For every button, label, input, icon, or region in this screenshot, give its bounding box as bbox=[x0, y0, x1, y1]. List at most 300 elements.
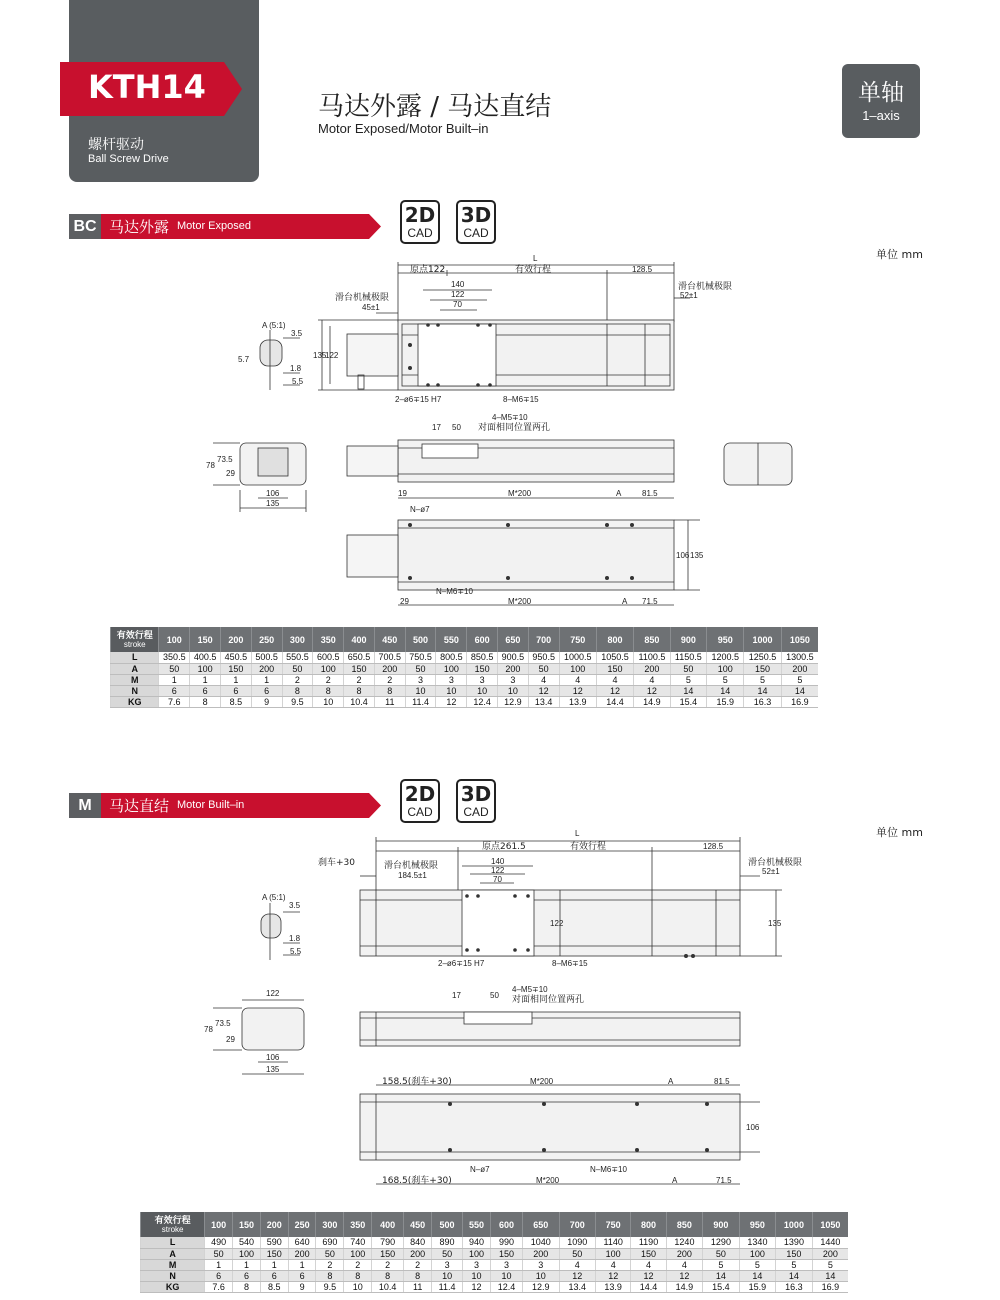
dim-5-7: 5.7 bbox=[238, 355, 250, 364]
table-cell: 12.9 bbox=[523, 1281, 560, 1292]
stroke-column-header: 800 bbox=[631, 1212, 666, 1237]
table-cell: 100 bbox=[344, 1248, 372, 1259]
unit-label: 单位 mm bbox=[876, 826, 923, 839]
dim-m200: M*200 bbox=[530, 1077, 554, 1086]
table-cell: 14.4 bbox=[631, 1281, 666, 1292]
cad-2d-label: 2D bbox=[404, 782, 436, 806]
table-cell: 6 bbox=[190, 685, 221, 696]
table-cell: 4 bbox=[666, 1259, 703, 1270]
table-cell: 5 bbox=[670, 674, 706, 685]
dim-1-8: 1.8 bbox=[289, 934, 301, 943]
table-cell: 14 bbox=[703, 1270, 740, 1281]
stroke-column-header: 400 bbox=[344, 627, 375, 652]
limit-right-value: 52±1 bbox=[680, 291, 698, 300]
table-cell: 150 bbox=[344, 663, 375, 674]
table-row bbox=[111, 652, 819, 663]
table-cell: 50 bbox=[282, 663, 313, 674]
cad-2d-button[interactable] bbox=[400, 200, 440, 244]
table-row bbox=[111, 696, 819, 707]
table-cell: 6 bbox=[233, 1270, 261, 1281]
table-cell: 16.9 bbox=[812, 1281, 848, 1292]
table-cell: 740 bbox=[344, 1237, 372, 1248]
table-cell: 5 bbox=[707, 674, 744, 685]
stroke-column-header: 350 bbox=[313, 627, 344, 652]
spec-table-motor-exposed bbox=[110, 627, 818, 708]
stroke-column-header: 300 bbox=[316, 1212, 344, 1237]
dim-71-5: 71.5 bbox=[642, 597, 658, 606]
table-cell: 14 bbox=[812, 1270, 848, 1281]
table-cell: 150 bbox=[372, 1248, 404, 1259]
table-cell: 5 bbox=[744, 674, 781, 685]
table-cell: 2 bbox=[313, 674, 344, 685]
table-cell: 200 bbox=[288, 1248, 316, 1259]
table-cell: 9 bbox=[251, 696, 282, 707]
table-cell: 50 bbox=[559, 1248, 596, 1259]
table-cell: 890 bbox=[432, 1237, 463, 1248]
table-cell: 2 bbox=[344, 674, 375, 685]
table-cell: 50 bbox=[528, 663, 559, 674]
table-cell: 11.4 bbox=[405, 696, 436, 707]
table-cell: 2 bbox=[372, 1259, 404, 1270]
table-cell: 4 bbox=[559, 1259, 596, 1270]
dim-50: 50 bbox=[490, 991, 499, 1000]
dim-135: 135 bbox=[266, 1065, 280, 1074]
table-cell: 5 bbox=[739, 1259, 776, 1270]
stroke-header-cn: 有效行程 bbox=[154, 1214, 191, 1225]
cad-label: CAD bbox=[407, 805, 433, 819]
table-row bbox=[141, 1248, 849, 1259]
dim-3-5: 3.5 bbox=[291, 329, 303, 338]
table-cell: 50 bbox=[432, 1248, 463, 1259]
table-cell: 14 bbox=[744, 685, 781, 696]
table-cell: 150 bbox=[220, 663, 251, 674]
table-cell: 8 bbox=[316, 1270, 344, 1281]
table-cell: 800.5 bbox=[436, 652, 467, 663]
row-header: A bbox=[141, 1248, 205, 1259]
table-body bbox=[111, 652, 819, 707]
table-cell: 13.9 bbox=[596, 1281, 631, 1292]
table-cell: 10 bbox=[490, 1270, 522, 1281]
table-cell: 50 bbox=[316, 1248, 344, 1259]
table-cell: 50 bbox=[670, 663, 706, 674]
row-header: M bbox=[111, 674, 159, 685]
limit-left-label: 滑台机械极限 bbox=[384, 861, 439, 871]
dim-158-5: 158.5(刹车+30) bbox=[382, 1077, 452, 1087]
dim-m200: M*200 bbox=[508, 489, 532, 498]
drive-type-cn: 螺杆驱动 bbox=[88, 137, 144, 153]
table-cell: 790 bbox=[372, 1237, 404, 1248]
table-cell: 8.5 bbox=[260, 1281, 288, 1292]
table-cell: 10 bbox=[432, 1270, 463, 1281]
dim-19: 19 bbox=[398, 489, 407, 498]
table-cell: 7.6 bbox=[159, 696, 190, 707]
dim-106-bottom: 106 bbox=[746, 1123, 760, 1132]
table-cell: 14.9 bbox=[666, 1281, 703, 1292]
table-cell: 150 bbox=[631, 1248, 666, 1259]
table-cell: 10 bbox=[463, 1270, 491, 1281]
table-cell: 150 bbox=[596, 663, 633, 674]
table-cell: 850.5 bbox=[467, 652, 498, 663]
tap-note: 8–M6∓15 bbox=[552, 959, 588, 968]
table-cell: 13.9 bbox=[559, 696, 596, 707]
row-header: N bbox=[141, 1270, 205, 1281]
table-cell: 4 bbox=[631, 1259, 666, 1270]
dim-168-5: 168.5(刹车+30) bbox=[382, 1176, 452, 1186]
row-header: L bbox=[141, 1237, 205, 1248]
stroke-column-header: 400 bbox=[372, 1212, 404, 1237]
table-cell: 400.5 bbox=[190, 652, 221, 663]
table-cell: 16.3 bbox=[744, 696, 781, 707]
table-cell: 10.4 bbox=[344, 696, 375, 707]
table-cell: 1300.5 bbox=[781, 652, 818, 663]
stroke-column-header: 1050 bbox=[812, 1212, 848, 1237]
table-cell: 12 bbox=[596, 685, 633, 696]
table-cell: 1 bbox=[288, 1259, 316, 1270]
page-title-cn: 马达外露 / 马达直结 bbox=[318, 92, 552, 122]
table-cell: 150 bbox=[744, 663, 781, 674]
table-cell: 1 bbox=[251, 674, 282, 685]
top-holes-note-cn: 对面相同位置两孔 bbox=[478, 423, 551, 433]
table-cell: 50 bbox=[159, 663, 190, 674]
table-cell: 1390 bbox=[776, 1237, 813, 1248]
cad-3d-label: 3D bbox=[460, 782, 492, 806]
table-cell: 150 bbox=[467, 663, 498, 674]
dim-3-5: 3.5 bbox=[289, 901, 301, 910]
dim-29-bottom: 29 bbox=[400, 597, 409, 606]
section-title-cn: 马达直结 bbox=[109, 797, 170, 815]
table-row bbox=[141, 1281, 849, 1292]
table-header-row bbox=[111, 627, 819, 652]
table-cell: 500.5 bbox=[251, 652, 282, 663]
stroke-column-header: 600 bbox=[490, 1212, 522, 1237]
table-cell: 950.5 bbox=[528, 652, 559, 663]
table-cell: 1250.5 bbox=[744, 652, 781, 663]
dim-stroke: 有效行程 bbox=[570, 842, 607, 852]
table-cell: 12 bbox=[666, 1270, 703, 1281]
table-cell: 200 bbox=[666, 1248, 703, 1259]
table-cell: 4 bbox=[596, 674, 633, 685]
table-cell: 11.4 bbox=[432, 1281, 463, 1292]
dim-origin: 原点261.5 bbox=[482, 842, 526, 852]
limit-right-value: 52±1 bbox=[762, 867, 780, 876]
table-cell: 12 bbox=[463, 1281, 491, 1292]
table-cell: 3 bbox=[523, 1259, 560, 1270]
table-cell: 100 bbox=[313, 663, 344, 674]
stroke-column-header: 150 bbox=[233, 1212, 261, 1237]
table-cell: 8 bbox=[374, 685, 405, 696]
table-cell: 11 bbox=[374, 696, 405, 707]
dim-122-end: 122 bbox=[266, 989, 280, 998]
stroke-column-header: 750 bbox=[559, 627, 596, 652]
stroke-header-en: stroke bbox=[123, 639, 146, 649]
table-cell: 6 bbox=[205, 1270, 233, 1281]
table-cell: 200 bbox=[781, 663, 818, 674]
table-cell: 550.5 bbox=[282, 652, 313, 663]
stroke-column-header: 950 bbox=[739, 1212, 776, 1237]
table-cell: 690 bbox=[316, 1237, 344, 1248]
table-row bbox=[141, 1237, 849, 1248]
dim-106: 106 bbox=[266, 489, 280, 498]
table-cell: 1 bbox=[159, 674, 190, 685]
table-cell: 5 bbox=[776, 1259, 813, 1270]
table-cell: 2 bbox=[374, 674, 405, 685]
table-cell: 12 bbox=[559, 1270, 596, 1281]
table-cell: 1 bbox=[205, 1259, 233, 1270]
table-cell: 600.5 bbox=[313, 652, 344, 663]
table-cell: 15.9 bbox=[707, 696, 744, 707]
dim-1-8: 1.8 bbox=[290, 364, 302, 373]
dim-m200-bottom: M*200 bbox=[536, 1176, 560, 1185]
dim-5-5: 5.5 bbox=[290, 947, 302, 956]
table-cell: 15.9 bbox=[739, 1281, 776, 1292]
table-cell: 1190 bbox=[631, 1237, 666, 1248]
table-cell: 4 bbox=[634, 674, 670, 685]
dim-m200-bottom: M*200 bbox=[508, 597, 532, 606]
hole-note-nm6: N–M6∓10 bbox=[590, 1165, 627, 1174]
stroke-column-header: 450 bbox=[374, 627, 405, 652]
stroke-column-header: 700 bbox=[528, 627, 559, 652]
table-cell: 650.5 bbox=[344, 652, 375, 663]
table-cell: 8 bbox=[404, 1270, 432, 1281]
stroke-column-header: 150 bbox=[190, 627, 221, 652]
table-cell: 1290 bbox=[703, 1237, 740, 1248]
drive-type-en: Ball Screw Drive bbox=[88, 153, 169, 165]
table-cell: 1140 bbox=[596, 1237, 631, 1248]
stroke-column-header: 750 bbox=[596, 1212, 631, 1237]
row-header: M bbox=[141, 1259, 205, 1270]
table-cell: 12 bbox=[634, 685, 670, 696]
limit-left-label: 滑台机械极限 bbox=[335, 293, 390, 303]
stroke-column-header: 500 bbox=[432, 1212, 463, 1237]
row-header: KG bbox=[141, 1281, 205, 1292]
cad-label: CAD bbox=[463, 805, 489, 819]
table-cell: 8.5 bbox=[220, 696, 251, 707]
dim-end: 128.5 bbox=[703, 842, 724, 851]
table-cell: 840 bbox=[404, 1237, 432, 1248]
hole-note-n7: N–ø7 bbox=[470, 1165, 490, 1174]
table-cell: 14.4 bbox=[596, 696, 633, 707]
cad-2d-button[interactable] bbox=[400, 779, 440, 823]
table-cell: 50 bbox=[405, 663, 436, 674]
table-cell: 10 bbox=[405, 685, 436, 696]
table-cell: 590 bbox=[260, 1237, 288, 1248]
table-cell: 10 bbox=[498, 685, 529, 696]
table-cell: 1 bbox=[220, 674, 251, 685]
drawing-motor-built-in bbox=[0, 828, 1000, 1200]
table-cell: 2 bbox=[344, 1259, 372, 1270]
table-cell: 350.5 bbox=[159, 652, 190, 663]
unit-label: 单位 mm bbox=[876, 248, 923, 261]
table-cell: 150 bbox=[490, 1248, 522, 1259]
table-row bbox=[111, 674, 819, 685]
dim-135: 135 bbox=[266, 499, 280, 508]
pin-note: 2–ø6∓15 H7 bbox=[438, 959, 485, 968]
stroke-column-header: 100 bbox=[205, 1212, 233, 1237]
stroke-column-header: 250 bbox=[288, 1212, 316, 1237]
table-cell: 8 bbox=[282, 685, 313, 696]
table-cell: 1150.5 bbox=[670, 652, 706, 663]
stroke-header bbox=[141, 1212, 205, 1237]
dim-L: L bbox=[575, 829, 580, 838]
dim-135-height: 135 bbox=[313, 351, 327, 360]
row-header: L bbox=[111, 652, 159, 663]
cad-3d-button[interactable] bbox=[456, 779, 496, 823]
detail-a-label: A (5:1) bbox=[262, 893, 286, 902]
table-cell: 200 bbox=[251, 663, 282, 674]
table-cell: 3 bbox=[490, 1259, 522, 1270]
table-cell: 8 bbox=[313, 685, 344, 696]
stroke-column-header: 550 bbox=[436, 627, 467, 652]
table-cell: 14 bbox=[776, 1270, 813, 1281]
table-cell: 14 bbox=[670, 685, 706, 696]
dim-70: 70 bbox=[453, 300, 462, 309]
table-cell: 100 bbox=[463, 1248, 491, 1259]
stroke-column-header: 650 bbox=[523, 1212, 560, 1237]
dim-a-bottom: A bbox=[622, 597, 628, 606]
dim-a: A bbox=[668, 1077, 674, 1086]
table-cell: 1200.5 bbox=[707, 652, 744, 663]
table-cell: 14 bbox=[781, 685, 818, 696]
top-holes-note: 4–M5∓10 bbox=[512, 985, 548, 994]
table-cell: 3 bbox=[432, 1259, 463, 1270]
dim-origin: 原点122 bbox=[410, 265, 446, 275]
section-code: M bbox=[69, 793, 101, 818]
axis-badge-en: 1–axis bbox=[862, 108, 900, 123]
table-cell: 16.9 bbox=[781, 696, 818, 707]
cad-label: CAD bbox=[407, 226, 433, 240]
cad-2d-label: 2D bbox=[404, 203, 436, 227]
table-cell: 9.5 bbox=[282, 696, 313, 707]
table-cell: 10 bbox=[523, 1270, 560, 1281]
section-title-en: Motor Exposed bbox=[177, 220, 251, 232]
stroke-column-header: 900 bbox=[670, 627, 706, 652]
dim-a-bottom: A bbox=[672, 1176, 678, 1185]
table-cell: 9.5 bbox=[316, 1281, 344, 1292]
table-cell: 1100.5 bbox=[634, 652, 670, 663]
stroke-column-header: 500 bbox=[405, 627, 436, 652]
table-cell: 9 bbox=[288, 1281, 316, 1292]
table-cell: 6 bbox=[251, 685, 282, 696]
stroke-column-header: 900 bbox=[703, 1212, 740, 1237]
table-cell: 640 bbox=[288, 1237, 316, 1248]
stroke-column-header: 600 bbox=[467, 627, 498, 652]
table-cell: 1000.5 bbox=[559, 652, 596, 663]
dim-78: 78 bbox=[206, 461, 215, 470]
section-title-en: Motor Built–in bbox=[177, 799, 245, 811]
table-cell: 100 bbox=[596, 1248, 631, 1259]
table-cell: 8 bbox=[190, 696, 221, 707]
dim-73-5: 73.5 bbox=[215, 1019, 231, 1028]
dim-50: 50 bbox=[452, 423, 461, 432]
table-cell: 7.6 bbox=[205, 1281, 233, 1292]
table-cell: 14 bbox=[707, 685, 744, 696]
stroke-header-cn: 有效行程 bbox=[116, 629, 153, 640]
stroke-header-en: stroke bbox=[161, 1224, 184, 1234]
hole-note-nm6: N–M6∓10 bbox=[436, 587, 473, 596]
dim-29: 29 bbox=[226, 1035, 235, 1044]
dim-135-height: 135 bbox=[768, 919, 782, 928]
cad-3d-button[interactable] bbox=[456, 200, 496, 244]
limit-left-value: 45±1 bbox=[362, 303, 380, 312]
table-cell: 900.5 bbox=[498, 652, 529, 663]
dim-17: 17 bbox=[432, 423, 441, 432]
dim-5-5: 5.5 bbox=[292, 377, 304, 386]
table-cell: 2 bbox=[404, 1259, 432, 1270]
dim-70: 70 bbox=[493, 875, 502, 884]
stroke-column-header: 850 bbox=[634, 627, 670, 652]
stroke-column-header: 450 bbox=[404, 1212, 432, 1237]
table-cell: 3 bbox=[467, 674, 498, 685]
table-cell: 1 bbox=[190, 674, 221, 685]
table-cell: 14.9 bbox=[634, 696, 670, 707]
table-cell: 750.5 bbox=[405, 652, 436, 663]
table-cell: 5 bbox=[703, 1259, 740, 1270]
table-cell: 10.4 bbox=[372, 1281, 404, 1292]
table-cell: 1 bbox=[260, 1259, 288, 1270]
detail-a-label: A (5:1) bbox=[262, 321, 286, 330]
axis-badge-cn: 单轴 bbox=[858, 80, 904, 106]
table-cell: 200 bbox=[498, 663, 529, 674]
table-cell: 50 bbox=[205, 1248, 233, 1259]
table-row bbox=[111, 685, 819, 696]
stroke-column-header: 850 bbox=[666, 1212, 703, 1237]
table-cell: 150 bbox=[260, 1248, 288, 1259]
pin-note: 2–ø6∓15 H7 bbox=[395, 395, 442, 404]
table-cell: 10 bbox=[436, 685, 467, 696]
stroke-column-header: 700 bbox=[559, 1212, 596, 1237]
stroke-column-header: 800 bbox=[596, 627, 633, 652]
table-cell: 13.4 bbox=[559, 1281, 596, 1292]
dim-135-bottom: 135 bbox=[690, 551, 704, 560]
section-title-cn: 马达外露 bbox=[109, 218, 170, 236]
stroke-column-header: 100 bbox=[159, 627, 190, 652]
table-cell: 8 bbox=[344, 685, 375, 696]
table-cell: 12 bbox=[559, 685, 596, 696]
dim-end: 128.5 bbox=[632, 265, 653, 274]
stroke-column-header: 1050 bbox=[781, 627, 818, 652]
table-cell: 100 bbox=[559, 663, 596, 674]
table-cell: 200 bbox=[404, 1248, 432, 1259]
table-header-row bbox=[141, 1212, 849, 1237]
dim-81-5: 81.5 bbox=[642, 489, 658, 498]
limit-right-label: 滑台机械极限 bbox=[748, 858, 803, 868]
table-cell: 1 bbox=[233, 1259, 261, 1270]
table-cell: 100 bbox=[190, 663, 221, 674]
spec-table-motor-built-in bbox=[140, 1212, 848, 1293]
limit-left-value: 184.5±1 bbox=[398, 871, 427, 880]
table-cell: 450.5 bbox=[220, 652, 251, 663]
dim-a: A bbox=[616, 489, 622, 498]
top-holes-note-cn: 对面相同位置两孔 bbox=[512, 995, 585, 1005]
table-cell: 6 bbox=[159, 685, 190, 696]
dim-106-bottom: 106 bbox=[676, 551, 690, 560]
table-cell: 12.9 bbox=[498, 696, 529, 707]
table-cell: 15.4 bbox=[703, 1281, 740, 1292]
table-cell: 8 bbox=[344, 1270, 372, 1281]
table-cell: 6 bbox=[288, 1270, 316, 1281]
table-cell: 8 bbox=[233, 1281, 261, 1292]
table-cell: 2 bbox=[316, 1259, 344, 1270]
table-cell: 3 bbox=[405, 674, 436, 685]
dim-73-5: 73.5 bbox=[217, 455, 233, 464]
axis-badge bbox=[842, 64, 920, 138]
table-cell: 490 bbox=[205, 1237, 233, 1248]
table-cell: 200 bbox=[812, 1248, 848, 1259]
table-row bbox=[141, 1270, 849, 1281]
table-cell: 3 bbox=[463, 1259, 491, 1270]
table-cell: 12 bbox=[528, 685, 559, 696]
table-cell: 1240 bbox=[666, 1237, 703, 1248]
